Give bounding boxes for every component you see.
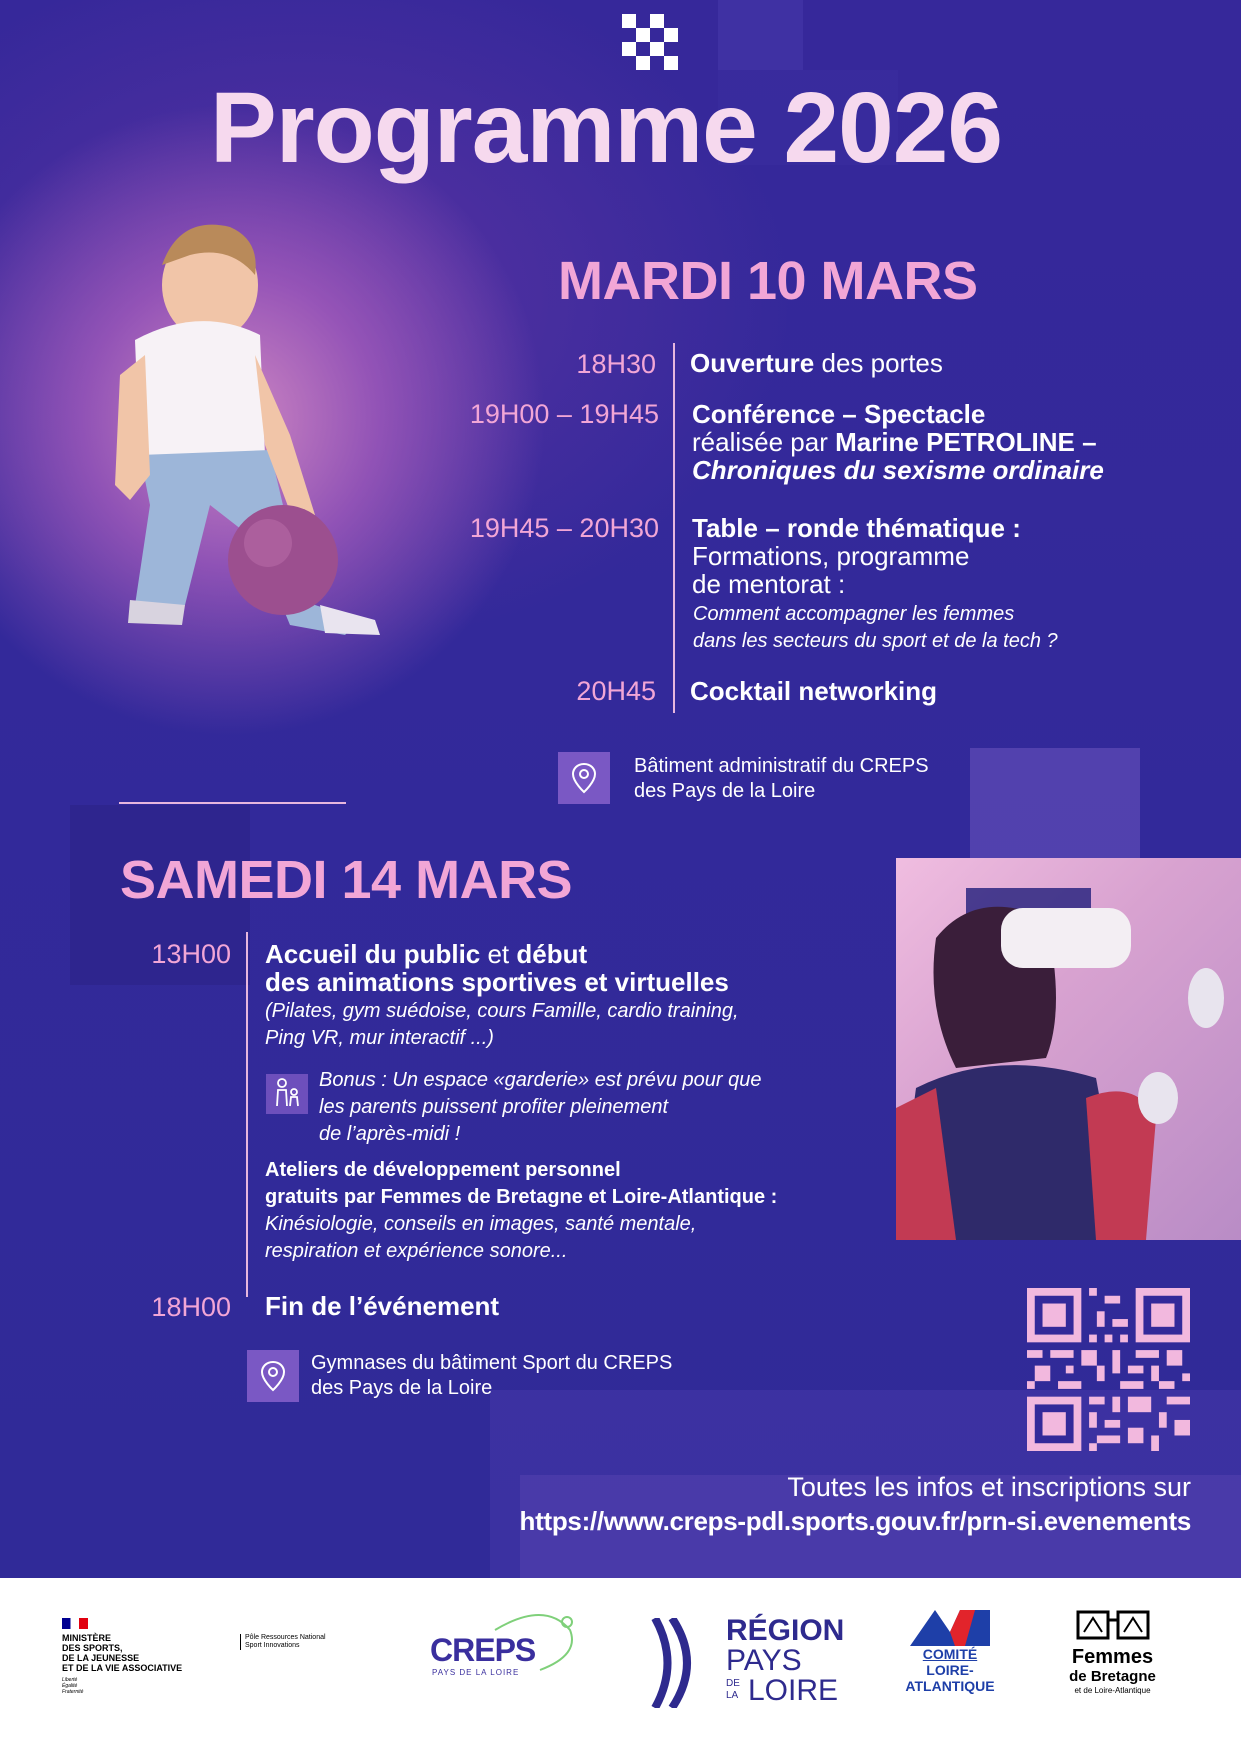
region-line: LA <box>726 1690 739 1701</box>
prn-logo <box>240 1634 326 1650</box>
comite-line: LOIRE- <box>926 1662 974 1678</box>
child-bowling-photo <box>90 205 440 725</box>
tuesday-time-3: 19H45 – 20H30 <box>469 513 659 543</box>
bonus-line2: les parents puissent profiter pleinement <box>319 1096 669 1118</box>
section-divider <box>119 802 346 804</box>
tuesday-timeline <box>673 343 675 713</box>
location-pin-icon <box>260 1360 286 1392</box>
item-text: réalisée par <box>692 427 836 457</box>
saturday-item-1-line3: (Pilates, gym suédoise, cours Famille, cardio training, <box>265 1000 739 1022</box>
deco-square <box>718 0 803 70</box>
item-bold: début <box>516 939 588 969</box>
saturday-item-2: Fin de l’événement <box>265 1291 500 1321</box>
saturday-timeline <box>246 932 248 1297</box>
info-text: Toutes les infos et inscriptions sur <box>787 1472 1191 1502</box>
motto-line: Liberté <box>62 1677 78 1683</box>
tuesday-time-2: 19H00 – 19H45 <box>469 399 659 429</box>
femmes-line: et de Loire-Atlantique <box>1074 1686 1151 1695</box>
workshops-line3: Kinésiologie, conseils en images, santé mentale, <box>265 1213 697 1235</box>
femmes-line: de Bretagne <box>1069 1668 1156 1685</box>
saturday-item-1-line4: Ping VR, mur interactif ...) <box>265 1027 494 1049</box>
region-line: PAYS <box>726 1644 802 1677</box>
tuesday-location-pin <box>558 752 610 804</box>
region-arcs-icon <box>650 1618 710 1708</box>
prn-line: Sport Innovations <box>245 1642 300 1649</box>
ministry-line: DES SPORTS, <box>62 1643 123 1653</box>
femmes-logo <box>1050 1608 1175 1697</box>
location-pin-icon <box>571 762 597 794</box>
saturday-location-pin <box>247 1350 299 1402</box>
page-title: Programme 2026 <box>210 72 1003 184</box>
tuesday-location-line1: Bâtiment administratif du CREPS <box>634 755 929 777</box>
tuesday-item-2-title: Conférence – Spectacle <box>692 399 986 429</box>
item-text: des portes <box>814 348 943 378</box>
saturday-location-line1: Gymnases du bâtiment Sport du CREPS <box>311 1352 673 1374</box>
tuesday-location-line2: des Pays de la Loire <box>634 780 816 802</box>
ministry-line: MINISTÈRE <box>62 1633 112 1643</box>
saturday-location-line2: des Pays de la Loire <box>311 1377 493 1399</box>
info-url-link[interactable]: https://www.creps-pdl.sports.gouv.fr/prn-si.evenements <box>519 1506 1191 1536</box>
item-bold: Accueil du public <box>265 939 481 969</box>
creps-logo <box>430 1610 580 1680</box>
tuesday-time-1: 18H30 <box>576 349 656 379</box>
item-text: et <box>480 939 517 969</box>
tuesday-item-3-line5: dans les secteurs du sport et de la tech ? <box>693 630 1058 652</box>
deco-square <box>970 748 1140 858</box>
comite-logo <box>905 1610 995 1710</box>
checker-logo-icon <box>622 14 678 70</box>
ministry-logo <box>62 1618 182 1695</box>
workshops-line4: respiration et expérience sonore... <box>265 1240 568 1262</box>
tuesday-item-2-line2 <box>692 428 1097 456</box>
saturday-time-2: 18H00 <box>151 1292 231 1322</box>
tuesday-item-3-line4: Comment accompagner les femmes <box>693 603 1015 625</box>
vr-girl-photo <box>896 858 1241 1240</box>
region-line: DE <box>726 1678 740 1689</box>
saturday-item-1-line2: des animations sportives et virtuelles <box>265 967 729 997</box>
saturday-heading: SAMEDI 14 MARS <box>120 850 573 910</box>
saturday-item-1-line1 <box>265 940 587 968</box>
bonus-line1: Bonus : Un espace «garderie» est prévu pour que <box>319 1069 762 1091</box>
creps-name: CREPS <box>430 1632 536 1668</box>
tuesday-item-2-line3: Chroniques du sexisme ordinaire <box>692 455 1104 485</box>
qr-code-icon[interactable] <box>1027 1288 1190 1451</box>
french-flag-icon <box>62 1618 88 1629</box>
femmes-line: Femmes <box>1071 1646 1154 1668</box>
comite-line: ATLANTIQUE <box>905 1678 995 1694</box>
item-bold: Ouverture <box>690 348 815 378</box>
prn-line: Pôle Ressources National <box>245 1634 326 1641</box>
tuesday-item-3-title: Table – ronde thématique : <box>692 513 1021 543</box>
comite-line: COMITÉ <box>922 1646 978 1662</box>
creps-sub: PAYS DE LA LOIRE <box>432 1668 520 1677</box>
region-logo <box>650 1610 850 1710</box>
tuesday-item-3-line3: de mentorat : <box>692 569 846 599</box>
speaker-name: Marine PETROLINE – <box>835 427 1097 457</box>
workshops-line1: Ateliers de développement personnel <box>265 1159 621 1181</box>
motto-line: Égalité <box>62 1683 78 1689</box>
region-line: RÉGION <box>726 1614 845 1647</box>
family-icon <box>266 1074 308 1114</box>
tuesday-item-4: Cocktail networking <box>690 676 938 706</box>
tuesday-item-1 <box>690 349 943 377</box>
tuesday-heading: MARDI 10 MARS <box>558 251 978 311</box>
motto-line: Fraternité <box>62 1689 84 1695</box>
workshops-line2: gratuits par Femmes de Bretagne et Loire-Atlantique : <box>265 1186 778 1208</box>
femmes-glasses-icon <box>1076 1608 1150 1642</box>
footer-logos <box>0 1578 1241 1754</box>
saturday-time-1: 13H00 <box>151 939 231 969</box>
tuesday-time-4: 20H45 <box>576 676 656 706</box>
tuesday-item-3-line2: Formations, programme <box>692 541 970 571</box>
region-line: LOIRE <box>748 1674 839 1707</box>
ministry-line: ET DE LA VIE ASSOCIATIVE <box>62 1663 183 1673</box>
comite-emblem-icon <box>910 1610 990 1646</box>
bonus-line3: de l’après-midi ! <box>319 1123 461 1145</box>
ministry-line: DE LA JEUNESSE <box>62 1653 140 1663</box>
